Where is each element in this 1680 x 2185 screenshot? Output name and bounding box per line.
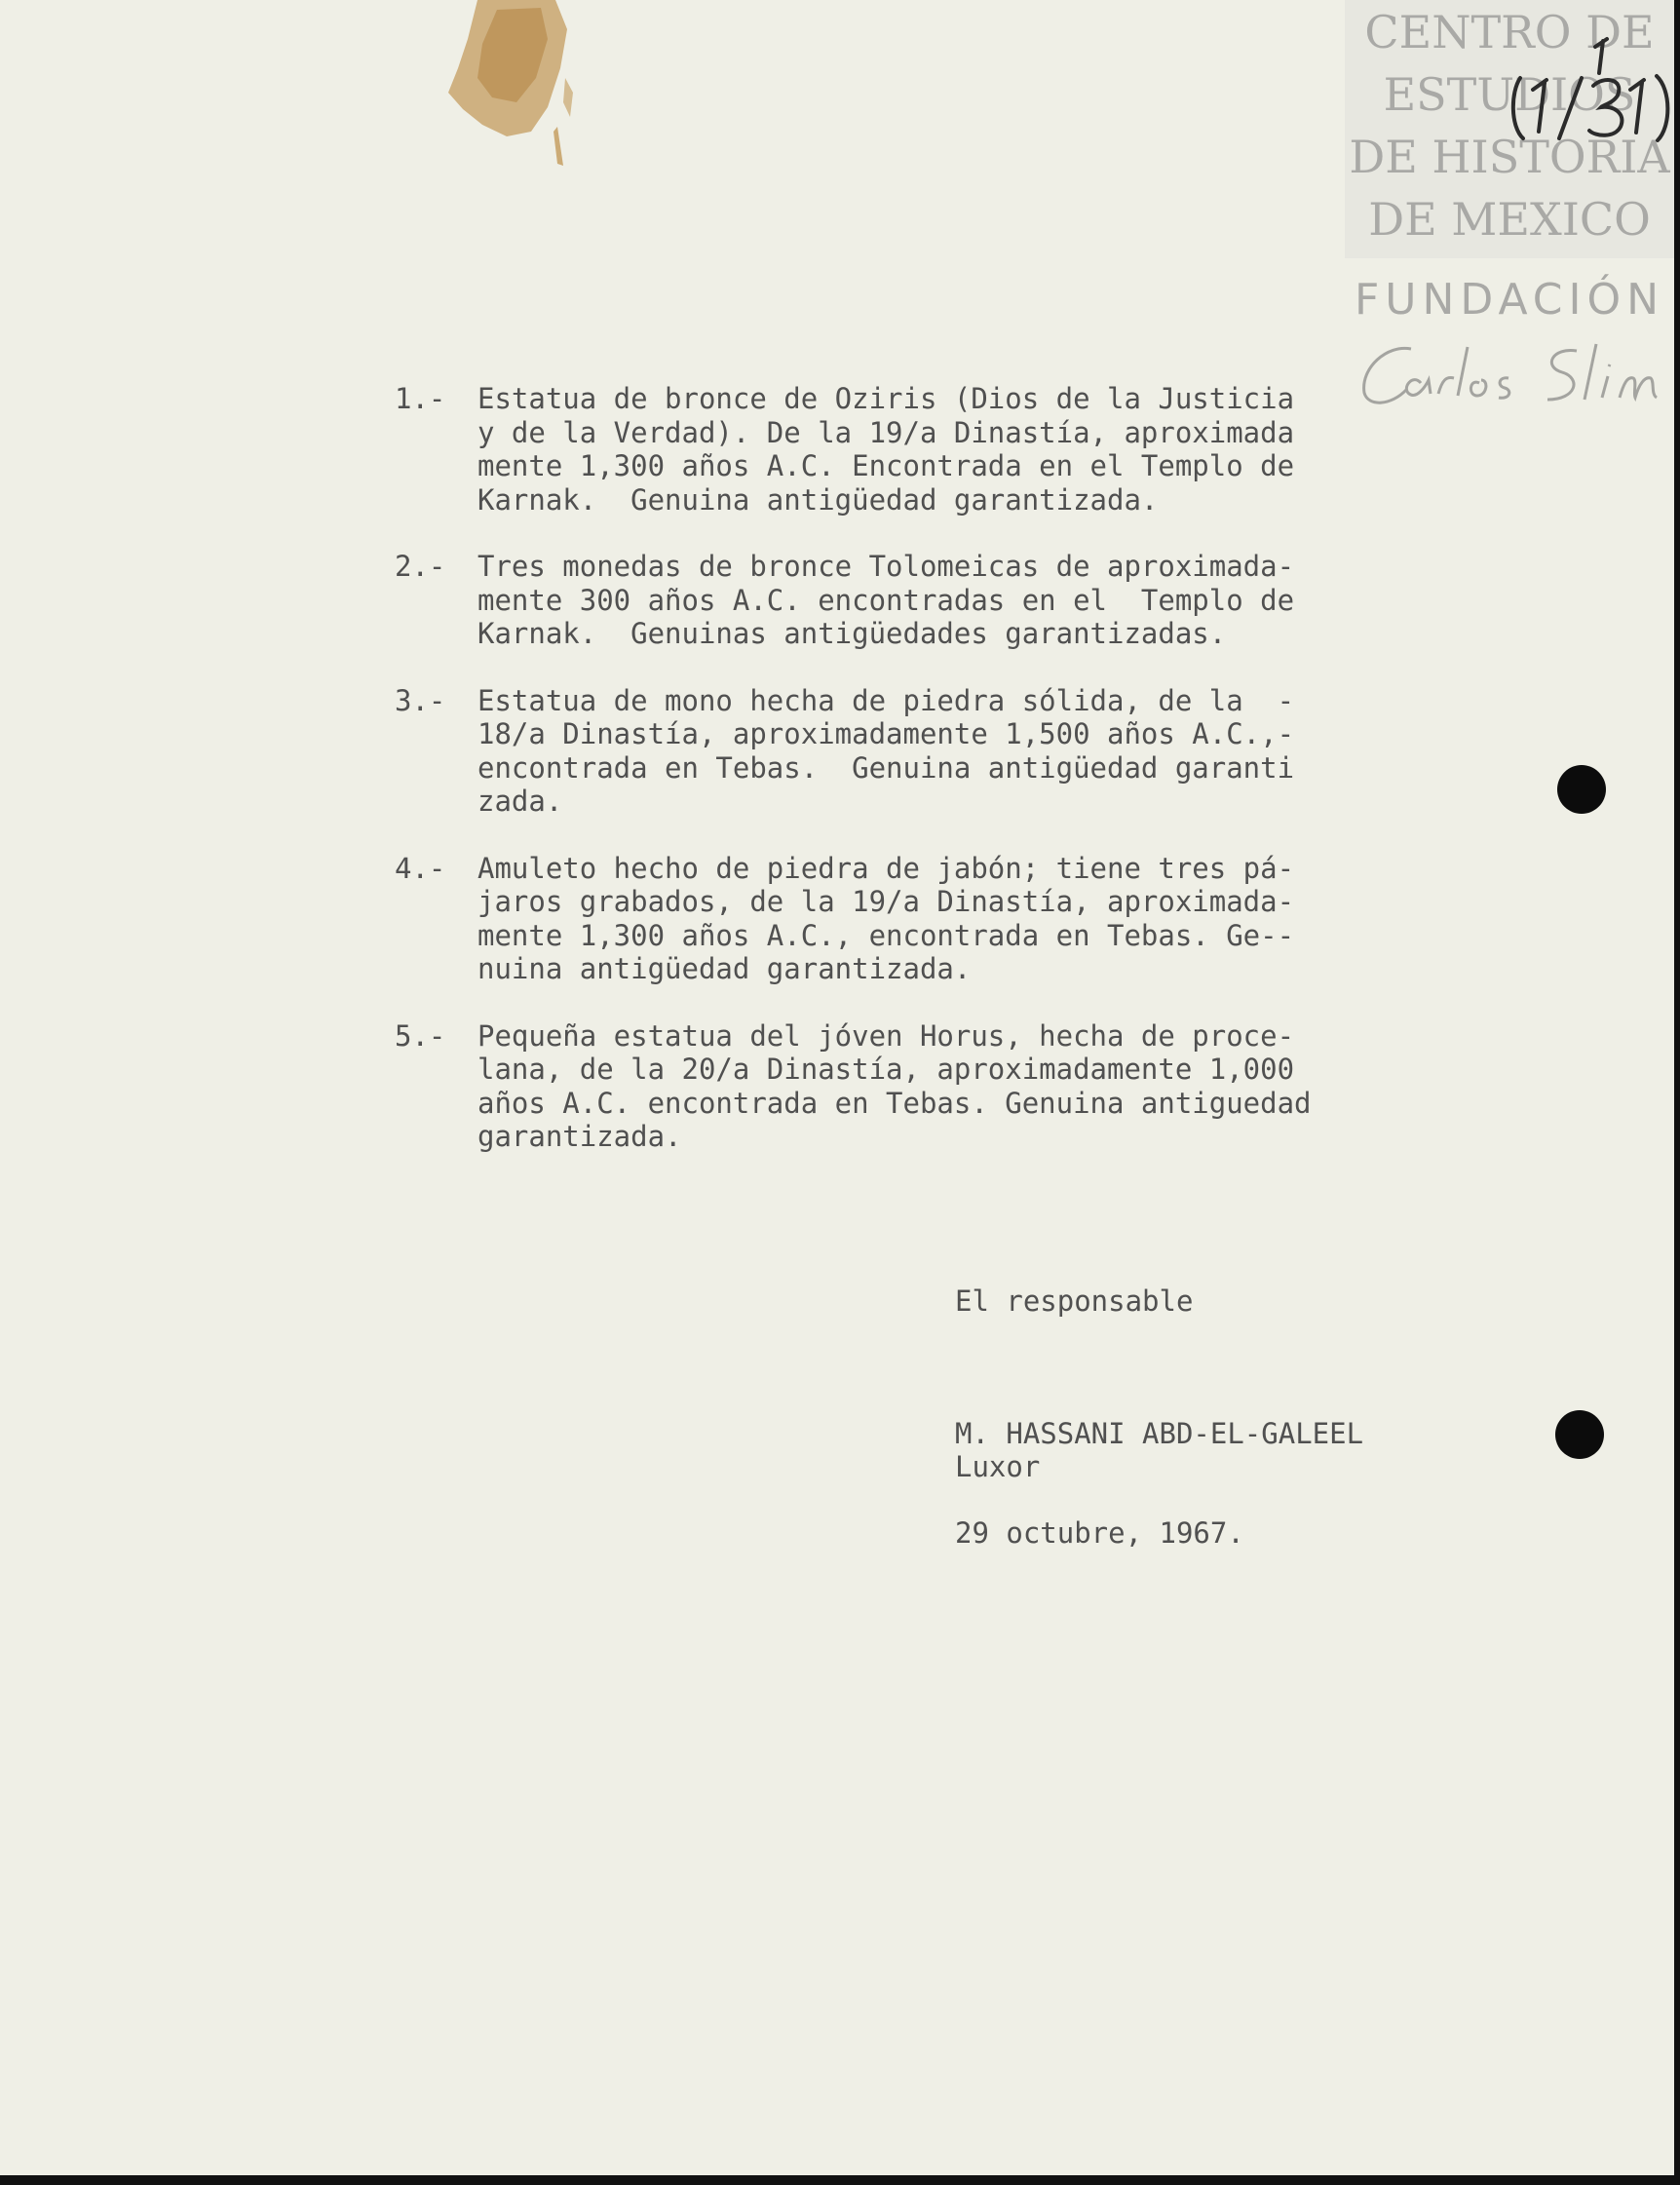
item-number: 4.- xyxy=(395,851,446,885)
list-item xyxy=(395,1019,1476,1154)
paper-stain xyxy=(439,0,585,171)
list-item xyxy=(395,852,1476,986)
list-item xyxy=(395,550,1476,651)
item-line: años A.C. encontrada en Tebas. Genuina antiguedad xyxy=(477,1086,1312,1120)
item-line: Estatua de mono hecha de piedra sólida, de la - xyxy=(477,683,1295,717)
item-list xyxy=(395,382,1476,1187)
item-text xyxy=(477,550,1476,651)
responsible-name: M. HASSANI ABD-EL-GALEEL xyxy=(955,1417,1364,1450)
list-item xyxy=(395,382,1476,517)
item-text xyxy=(477,1019,1476,1154)
item-number: 1.- xyxy=(395,382,446,415)
responsible-city: Luxor xyxy=(955,1450,1041,1483)
watermark-line: ESTUDIOS xyxy=(1383,68,1636,121)
item-line: Pequeña estatua del jóven Horus, hecha de proce- xyxy=(477,1018,1295,1053)
item-line: lana, de la 20/a Dinastía, aproximadamente 1,000 xyxy=(477,1053,1295,1086)
item-line: Karnak. Genuina antigüedad garantizada. xyxy=(477,482,1159,517)
item-line: garantizada. xyxy=(477,1120,682,1153)
item-line: Karnak. Genuinas antigüedades garantizadas. xyxy=(477,617,1227,650)
item-line: encontrada en Tebas. Genuina antigüedad garanti xyxy=(477,750,1295,785)
item-text xyxy=(477,684,1476,819)
item-number: 2.- xyxy=(395,550,446,583)
item-line: jaros grabados, de la 19/a Dinastía, aproximada- xyxy=(477,885,1295,918)
item-line: Amuleto hecho de piedra de jabón; tiene tres pá- xyxy=(477,851,1295,885)
scan-edge-bottom xyxy=(0,2175,1680,2185)
item-line: mente 1,300 años A.C., encontrada en Tebas. Ge-- xyxy=(477,918,1295,952)
item-line: zada. xyxy=(477,785,563,818)
punch-hole xyxy=(1557,765,1606,814)
item-line: mente 300 años A.C. encontradas en el Templo de xyxy=(477,583,1295,617)
page-number-handwritten xyxy=(1506,29,1674,146)
item-text xyxy=(477,852,1476,986)
responsible-label: El responsable xyxy=(955,1284,1194,1318)
item-number: 5.- xyxy=(395,1018,446,1053)
watermark-line: CENTRO DE xyxy=(1364,6,1655,58)
item-number: 3.- xyxy=(395,683,446,717)
watermark-line: DE HISTORIA xyxy=(1349,131,1670,183)
document-date: 29 octubre, 1967. xyxy=(955,1516,1244,1550)
watermark-line: DE MEXICO xyxy=(1368,193,1651,246)
item-line: nuina antigüedad garantizada. xyxy=(477,952,972,985)
item-line: Tres monedas de bronce Tolomeicas de aproximada- xyxy=(477,550,1295,583)
item-line: 18/a Dinastía, aproximadamente 1,500 años A.C.,- xyxy=(477,717,1295,750)
item-line: mente 1,300 años A.C. Encontrada en el Templo de xyxy=(477,449,1295,482)
item-line: Estatua de bronce de Oziris (Dios de la Justicia xyxy=(477,382,1295,415)
item-line: y de la Verdad). De la 19/a Dinastía, aproximada xyxy=(477,415,1295,449)
scan-edge-right xyxy=(1674,0,1680,2185)
list-item xyxy=(395,684,1476,819)
item-text xyxy=(477,382,1476,517)
watermark-foundation: FUNDACIÓN xyxy=(1354,275,1665,325)
punch-hole xyxy=(1555,1410,1604,1459)
